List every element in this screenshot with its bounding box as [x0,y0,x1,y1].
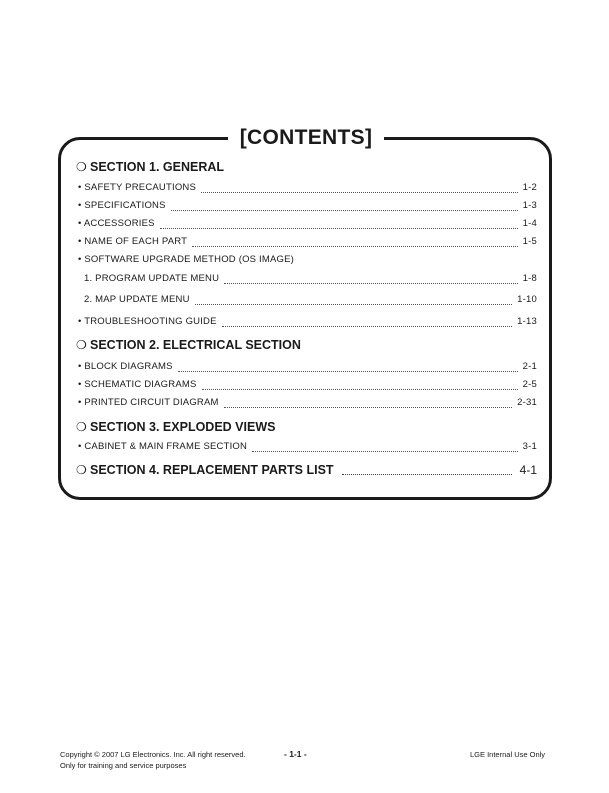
leader-dots [342,466,512,475]
toc-entry-specifications[interactable]: • SPECIFICATIONS 1-3 [78,200,537,211]
toc-entry-software-upgrade-method[interactable]: • SOFTWARE UPGRADE METHOD (OS IMAGE) [78,254,295,265]
circle-bullet-icon: ❍ [76,420,87,434]
leader-dots [222,319,513,327]
section-1-heading[interactable] [76,160,224,174]
section-1-title: SECTION 1. GENERAL [90,160,225,174]
section-2-title: SECTION 2. ELECTRICAL SECTION [90,338,301,352]
section-3-title: SECTION 3. EXPLODED VIEWS [90,420,276,434]
circle-bullet-icon: ❍ [76,463,87,477]
leader-dots [178,364,518,372]
toc-entry-safety-precautions[interactable]: • SAFETY PRECAUTIONS 1-2 [78,182,537,193]
page-ref: 1-5 [522,236,537,247]
toc-entry-cabinet-main-frame[interactable]: • CABINET & MAIN FRAME SECTION 3-1 [78,441,537,452]
page-ref: 4-1 [519,463,537,477]
leader-dots [160,221,518,229]
page-ref: 1-2 [522,182,537,193]
toc-entry-printed-circuit-diagram[interactable]: • PRINTED CIRCUIT DIAGRAM 2-31 [78,397,537,408]
page-ref: 1-3 [522,200,537,211]
leader-dots [192,239,517,247]
leader-dots [201,185,518,193]
section-4-heading[interactable] [76,463,537,477]
toc-entry-block-diagrams[interactable]: • BLOCK DIAGRAMS 2-1 [78,361,537,372]
leader-dots [202,382,518,390]
circle-bullet-icon: ❍ [76,338,87,352]
page-ref: 2-31 [517,397,537,408]
footer-page-number: - 1-1 - [284,749,307,759]
page-ref: 1-8 [522,273,537,284]
toc-entry-accessories[interactable]: • ACCESSORIES 1-4 [78,218,537,229]
toc-entry-schematic-diagrams[interactable]: • SCHEMATIC DIAGRAMS 2-5 [78,379,537,390]
toc-entry-map-update-menu[interactable]: 2. MAP UPDATE MENU 1-10 [84,294,537,305]
title-container [228,124,384,152]
section-4-title: SECTION 4. REPLACEMENT PARTS LIST [90,463,334,477]
page-ref: 2-1 [522,361,537,372]
leader-dots [224,400,513,408]
footer-internal-notice: LGE Internal Use Only [470,750,546,759]
footer-copyright: Copyright © 2007 LG Electronics. Inc. All right reserved. Only for training and service purposes [60,750,246,770]
toc-entry-name-of-each-part[interactable]: • NAME OF EACH PART 1-5 [78,236,537,247]
toc-entry-troubleshooting-guide[interactable]: • TROUBLESHOOTING GUIDE 1-13 [78,316,537,327]
page-ref: 2-5 [522,379,537,390]
toc-entry-program-update-menu[interactable]: 1. PROGRAM UPDATE MENU 1-8 [84,273,537,284]
circle-bullet-icon: ❍ [76,160,87,174]
leader-dots [171,203,518,211]
section-2-heading[interactable] [76,338,301,352]
leader-dots [252,444,518,452]
leader-dots [195,297,513,305]
page-ref: 3-1 [522,441,537,452]
page-ref: 1-4 [522,218,537,229]
leader-dots [224,276,518,284]
page-title: [CONTENTS] [239,126,373,149]
section-3-heading[interactable] [76,420,275,434]
page-ref: 1-13 [517,316,537,327]
page-ref: 1-10 [517,294,537,305]
